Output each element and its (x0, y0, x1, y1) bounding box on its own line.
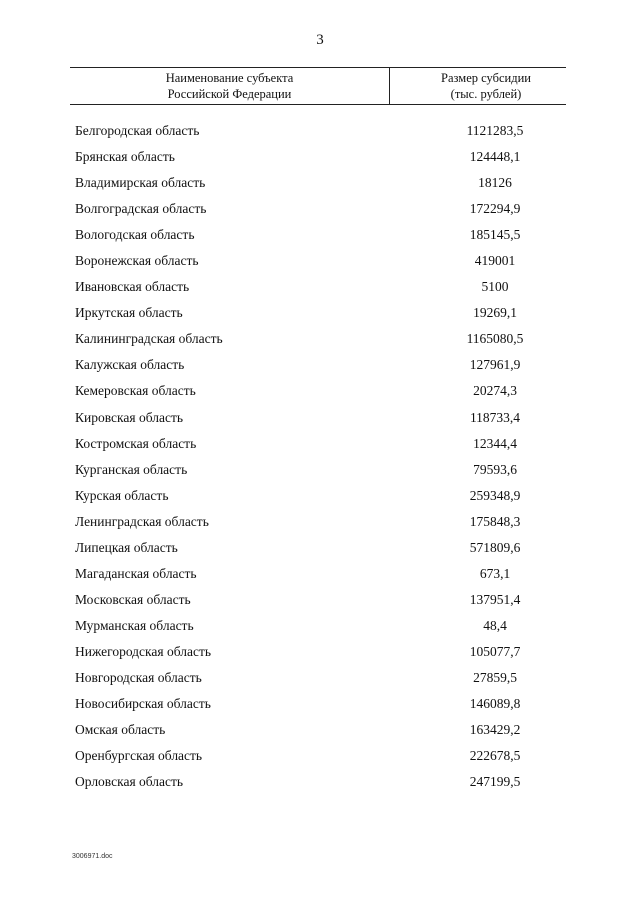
table-row (75, 274, 570, 300)
table-row (75, 717, 570, 743)
table-row (75, 509, 570, 535)
subsidy-amount: 118733,4 (469, 409, 521, 425)
subsidy-amount: 20274,3 (473, 383, 517, 399)
region-name: Костромская область (75, 435, 197, 451)
table-row (75, 639, 570, 665)
table-row (75, 613, 570, 639)
document-code: 3006971.doc (72, 853, 113, 860)
subsidy-amount: 146089,8 (469, 696, 521, 712)
region-name: Кемеровская область (75, 383, 196, 399)
table-row (75, 743, 570, 769)
table-row (75, 405, 570, 431)
header-subsidy-line1: Размер субсидии (441, 71, 531, 85)
region-name: Орловская область (75, 774, 184, 790)
region-name: Нижегородская область (75, 643, 212, 659)
subsidy-amount: 163429,2 (469, 722, 521, 738)
table-row (75, 118, 570, 144)
subsidy-amount: 247199,5 (469, 774, 521, 790)
region-name: Калужская область (75, 357, 185, 373)
region-name: Волгоградская область (75, 201, 207, 217)
subsidy-amount: 5100 (481, 279, 509, 295)
subsidy-amount: 27859,5 (473, 670, 517, 685)
region-name: Новгородская область (75, 670, 202, 685)
subsidy-amount: 259348,9 (469, 487, 521, 503)
table-row (75, 769, 570, 795)
subsidy-amount: 673,1 (479, 565, 511, 581)
region-name: Омская область (75, 722, 166, 738)
subsidy-amount: 105077,7 (469, 643, 521, 659)
table-row (75, 665, 570, 691)
table-body (75, 118, 570, 795)
subsidy-amount: 1165080,5 (466, 331, 524, 347)
region-name: Воронежская область (75, 253, 199, 269)
table-row (75, 587, 570, 613)
region-name: Ленинградская область (75, 513, 209, 529)
table-row (75, 352, 570, 378)
subsidy-amount: 185145,5 (469, 227, 521, 243)
subsidy-amount: 48,4 (483, 617, 507, 633)
subsidy-amount: 79593,6 (473, 461, 517, 477)
header-subsidy-column (390, 68, 566, 104)
table-row (75, 222, 570, 248)
subsidy-amount: 571809,6 (469, 539, 521, 555)
header-subsidy-line2: (тыс. рублей) (450, 87, 522, 101)
table-row (75, 378, 570, 404)
table-row (75, 170, 570, 196)
header-region-line1: Наименование субъекта (165, 71, 294, 85)
header-region-line2: Российской Федерации (167, 87, 292, 101)
region-name: Магаданская область (75, 565, 197, 581)
subsidy-amount: 1121283,5 (466, 123, 524, 139)
table-row (75, 196, 570, 222)
region-name: Вологодская область (75, 227, 195, 243)
table-row (75, 248, 570, 274)
subsidy-amount: 19269,1 (473, 305, 517, 321)
region-name: Брянская область (75, 149, 175, 165)
subsidy-amount: 12344,4 (473, 435, 517, 451)
table-row (75, 431, 570, 457)
table-row (75, 691, 570, 717)
table-row (75, 457, 570, 483)
page-number: 3 (316, 32, 324, 48)
table-header (70, 67, 566, 105)
region-name: Липецкая область (75, 539, 178, 555)
table-row (75, 300, 570, 326)
subsidy-amount: 172294,9 (469, 201, 521, 217)
region-name: Белгородская область (75, 123, 200, 139)
region-name: Курганская область (75, 461, 188, 477)
header-region-column (70, 68, 390, 104)
region-name: Курская область (75, 487, 169, 503)
subsidy-amount: 18126 (478, 175, 512, 191)
table-row (75, 483, 570, 509)
subsidy-amount: 419001 (474, 253, 516, 269)
region-name: Мурманская область (75, 617, 194, 633)
region-name: Оренбургская область (75, 748, 203, 764)
region-name: Московская область (75, 591, 191, 607)
table-row (75, 326, 570, 352)
subsidy-amount: 137951,4 (469, 591, 521, 607)
region-name: Ивановская область (75, 279, 190, 295)
region-name: Кировская область (75, 409, 184, 425)
subsidy-amount: 222678,5 (469, 748, 521, 764)
subsidy-amount: 127961,9 (469, 357, 521, 373)
table-row (75, 535, 570, 561)
region-name: Иркутская область (75, 305, 183, 321)
table-row (75, 561, 570, 587)
table-row (75, 144, 570, 170)
subsidy-amount: 175848,3 (469, 513, 521, 529)
region-name: Владимирская область (75, 175, 206, 191)
subsidy-amount: 124448,1 (469, 149, 521, 165)
region-name: Калининградская область (75, 331, 223, 347)
region-name: Новосибирская область (75, 696, 211, 712)
